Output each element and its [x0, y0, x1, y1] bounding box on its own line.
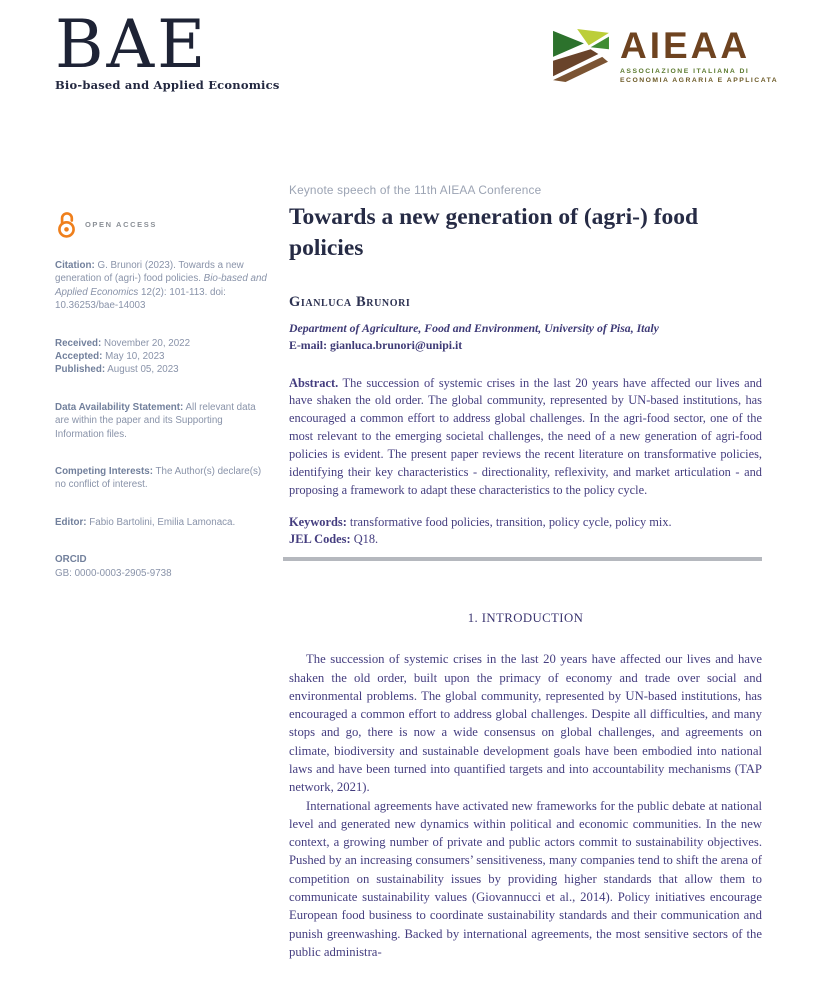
article-main-column	[289, 183, 762, 961]
competing-interests-label: Competing Interests:	[55, 466, 153, 478]
orcid-block	[55, 553, 269, 580]
received-value: November 20, 2022	[101, 337, 191, 349]
citation-text-post: 12(2): 101-113. doi: 10.36253/bae-14003	[55, 286, 226, 312]
received-row	[55, 337, 269, 350]
competing-interests-text: The Author(s) declare(s) no conflict of interest.	[55, 466, 262, 491]
citation-journal-name: Bio-based and Applied Economics	[55, 273, 267, 298]
published-label: Published:	[55, 364, 106, 376]
open-access-label: OPEN ACCESS	[85, 219, 157, 229]
jel-codes-value: Q18.	[350, 531, 379, 546]
citation-label: Citation:	[55, 260, 95, 271]
conference-kicker: Keynote speech of the 11th AIEAA Conference	[289, 183, 542, 197]
intro-paragraph-2: International agreements have activated new frameworks for the public debate at national level and generated new dynamics within political and economic communities. In the new context, a growing number of private and public actors commit to sustainability objectives. Pushed by an increasing consumers’ sensitiveness, many companies tend to shift the arena of competition on sustainability issues by providing higher standards that allow them to communicate sustainability values (Giovannucci et al., 2014). Policy initiatives encourage European food business to coordinate sustainability standards and their communication and punish greenwashing. Backed by international agreements, the most sensitive sectors of the public administra-	[289, 798, 762, 959]
aieaa-logo-acronym: AIEAA	[620, 25, 751, 66]
bae-logo-acronym: BAE	[55, 6, 209, 83]
author-affiliation: Department of Agriculture, Food and Environment, University of Pisa, Italy	[289, 321, 659, 336]
bae-logo-subtitle: Bio-based and Applied Economics	[55, 78, 280, 92]
data-availability-block	[55, 401, 269, 441]
email-label: E-mail:	[289, 337, 328, 352]
aieaa-logo-subtitle-line2: ECONOMIA AGRARIA E APPLICATA	[620, 77, 779, 84]
received-label: Received:	[55, 337, 102, 349]
author-email-row	[289, 338, 762, 353]
accepted-value: May 10, 2023	[102, 351, 165, 363]
author-name: Gianluca Brunori	[289, 294, 411, 311]
editor-names: Fabio Bartolini, Emilia Lamonaca.	[86, 516, 236, 528]
abstract-label: Abstract.	[289, 375, 339, 390]
intro-paragraph-1: The succession of systemic crises in the last 20 years have affected our lives and have shaken the old order, built upon the primacy of economy and trade over social and environmental problems. The global community, represented by UN-based institutions, has encouraged a common effort to address global challenges. Despite all difficulties, and many stops and go, there is now a wide consensus on global challenges, and agreements on climate, biodiversity and sustainable development goals have been embodied into national laws and have been turned into quantified targets and into accountability mechanisms (TAP network, 2021).	[289, 652, 762, 795]
section-heading-introduction: 1. INTRODUCTION	[467, 611, 584, 626]
jel-codes-label: JEL Codes:	[289, 531, 351, 546]
bae-journal-logo	[55, 6, 280, 92]
aieaa-logo-text	[620, 25, 779, 85]
dates-block	[55, 337, 269, 377]
aieaa-logo-subtitle-line1: ASSOCIAZIONE ITALIANA DI	[620, 68, 750, 75]
keywords-list: transformative food policies, transition, policy cycle, policy mix.	[346, 514, 672, 529]
email-address-link[interactable]: gianluca.brunori@unipi.it	[327, 337, 463, 352]
data-availability-label: Data Availability Statement:	[55, 401, 184, 413]
aieaa-association-logo	[552, 25, 779, 85]
abstract-paragraph	[289, 375, 762, 500]
aieaa-fields-emblem-icon	[552, 28, 610, 82]
jel-codes-row	[289, 531, 762, 548]
header-divider-rule	[283, 557, 762, 561]
data-availability-text: All relevant data are within the paper and its Supporting Information files.	[55, 401, 256, 440]
open-access-lock-icon	[55, 210, 78, 239]
orcid-id[interactable]: GB: 0000-0003-2905-9738	[55, 567, 172, 579]
published-row	[55, 363, 269, 376]
keywords-row	[289, 514, 762, 531]
editor-block	[55, 516, 269, 529]
editor-label: Editor:	[55, 516, 87, 528]
citation-text-pre: G. Brunori (2023). Towards a new generation of (agri-) food policies.	[55, 260, 244, 285]
keywords-label: Keywords:	[289, 514, 347, 529]
abstract-text: The succession of systemic crises in the last 20 years have affected our lives and have shaken the old order. The global community, represented by UN-based institutions, has encouraged a common effort to address global challenges. In the agri-food sector, one of the most relevant to the emerging societal challenges, the need of a new generation of agri-food policies is evident. The present paper reviews the recent literature on transformative policies, identifying their key characteristics - directionality, reflexivity, and market articulation - and proposing a framework to adapt these characteristics to the policy cycle.	[289, 375, 762, 497]
competing-interests-block	[55, 465, 269, 492]
orcid-label: ORCID	[55, 554, 87, 566]
published-value: August 05, 2023	[105, 364, 179, 376]
open-access-badge	[55, 210, 269, 239]
article-metadata-sidebar	[55, 210, 269, 595]
citation-block	[55, 259, 269, 313]
accepted-label: Accepted:	[55, 351, 103, 363]
accepted-row	[55, 350, 269, 363]
article-title: Towards a new generation of (agri-) food policies	[289, 204, 699, 262]
